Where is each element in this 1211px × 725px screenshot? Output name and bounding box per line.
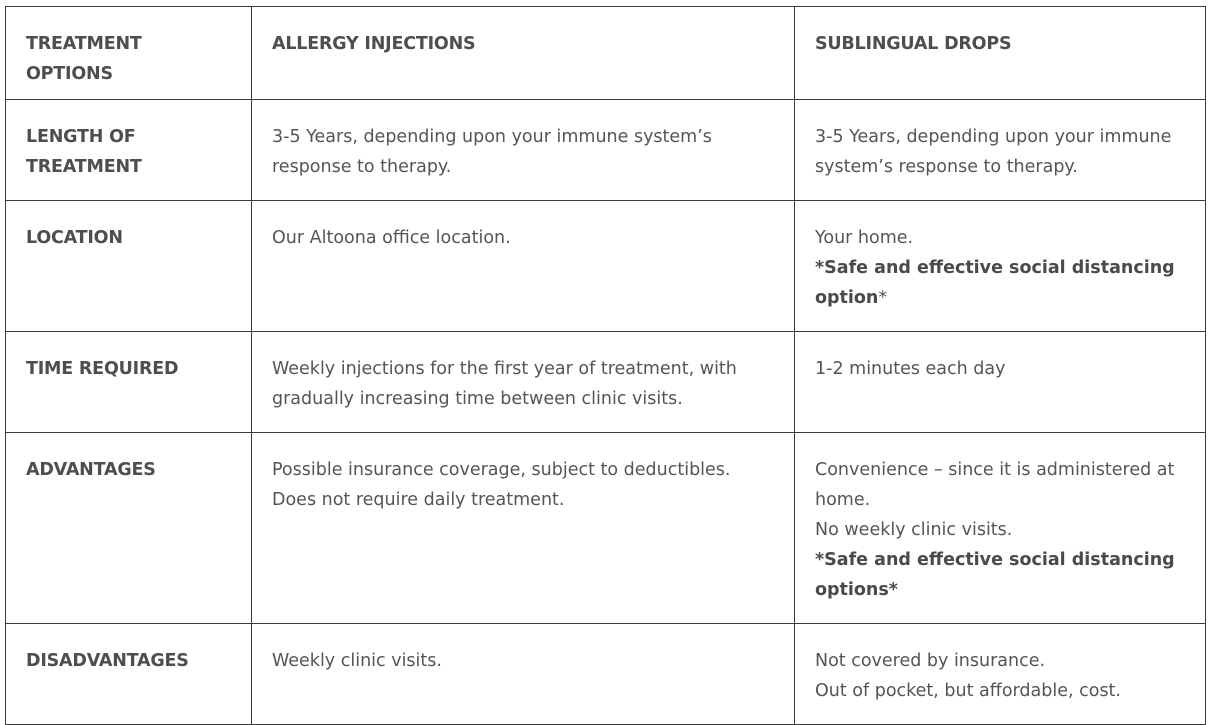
row-label: DISADVANTAGES xyxy=(6,624,252,725)
cell-text: Possible insurance coverage, subject to deductibles. xyxy=(272,460,731,480)
header-sublingual-drops: SUBLINGUAL DROPS xyxy=(795,7,1206,100)
table-header-row xyxy=(6,7,1206,100)
cell-text: 3-5 Years, depending upon your immune system’s response to therapy. xyxy=(272,127,712,177)
cell-text: Does not require daily treatment. xyxy=(272,490,565,510)
table-row-length-of-treatment xyxy=(6,100,1206,201)
cell-text: 3-5 Years, depending upon your immune system’s response to therapy. xyxy=(815,127,1172,177)
cell-text: Weekly injections for the first year of treatment, with gradually increasing time between clinic visits. xyxy=(272,359,737,409)
cell-text: Weekly clinic visits. xyxy=(272,651,442,671)
cell-text: Out of pocket, but affordable, cost. xyxy=(815,681,1121,701)
row-label: ADVANTAGES xyxy=(6,433,252,624)
social-distancing-note: *Safe and effective social distancing option xyxy=(815,258,1175,308)
header-treatment-options: TREATMENT OPTIONS xyxy=(6,7,252,100)
injections-cell xyxy=(252,624,795,725)
injections-cell xyxy=(252,433,795,624)
drops-cell xyxy=(795,201,1206,332)
treatment-comparison-table xyxy=(5,6,1206,725)
note-suffix: * xyxy=(878,288,888,308)
injections-cell xyxy=(252,332,795,433)
social-distancing-note: *Safe and effective social distancing options* xyxy=(815,550,1175,600)
row-label: LOCATION xyxy=(6,201,252,332)
table-row-disadvantages xyxy=(6,624,1206,725)
table-row-advantages xyxy=(6,433,1206,624)
row-label: TIME REQUIRED xyxy=(6,332,252,433)
cell-text: Not covered by insurance. xyxy=(815,651,1046,671)
drops-cell xyxy=(795,433,1206,624)
cell-text: Your home. xyxy=(815,228,914,248)
cell-text: No weekly clinic visits. xyxy=(815,520,1013,540)
cell-text: Convenience – since it is administered at home. xyxy=(815,460,1175,510)
header-allergy-injections: ALLERGY INJECTIONS xyxy=(252,7,795,100)
row-label: LENGTH OF TREATMENT xyxy=(6,100,252,201)
injections-cell xyxy=(252,100,795,201)
cell-text: 1-2 minutes each day xyxy=(815,359,1006,379)
drops-cell xyxy=(795,332,1206,433)
drops-cell xyxy=(795,624,1206,725)
cell-text: Our Altoona office location. xyxy=(272,228,511,248)
drops-cell xyxy=(795,100,1206,201)
table-row-time-required xyxy=(6,332,1206,433)
table-row-location xyxy=(6,201,1206,332)
injections-cell xyxy=(252,201,795,332)
